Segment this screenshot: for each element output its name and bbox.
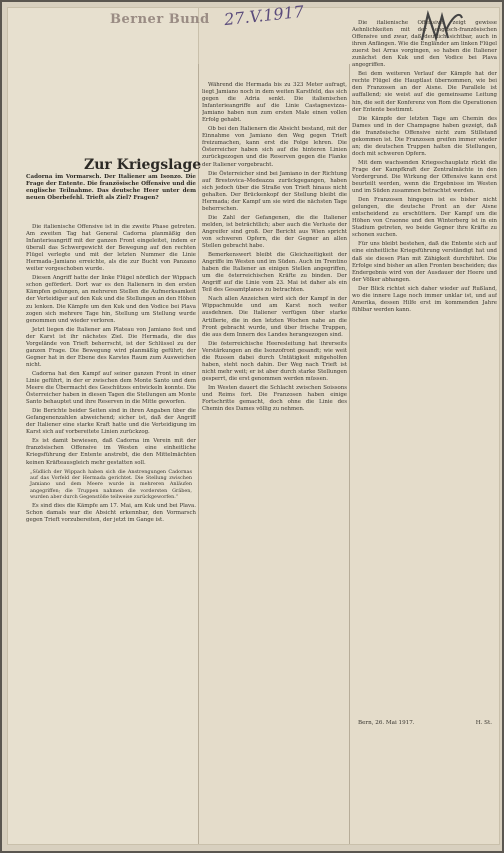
article-headline: Zur Kriegslage: [84, 157, 202, 173]
article-column-2: [202, 82, 347, 844]
paragraph: Während die Hermada bis zu 323 Meter aufragt, liegt Jamiano noch in dem weiten Karstfeld, das sich gegen die Adria senkt. Die italienischen Infanterieangriffe auf die Linie Castagnevizza–Jamiano haben nun zum ersten Male einen vollen Erfolg gehabt.: [202, 82, 347, 124]
paragraph: Für uns bleibt bestehen, daß die Entente sich auf eine einheitliche Kriegsführung verständigt hat und daß sie diesen Plan mit Zähigkeit durchführt. Die Erfolge sind bisher an allen Fronten bescheiden; das Endergebnis wird von der Ausdauer der Heere und der Völker abhangen.: [352, 241, 497, 283]
paragraph: Nach allen Anzeichen wird sich der Kampf in der Wippachmulde und am Karst noch weiter ausdehnen. Die Italiener verfügen über starke Artillerie, die in den letzten Wochen nahe an die Front gebracht wurde, und über frische Truppen, die aus dem Innern des Landes herangezogen sind.: [202, 296, 347, 338]
clipping-sheet: [2, 2, 502, 851]
paragraph: Bei dem weiteren Verlauf der Kämpfe hat der rechte Flügel die Hauptlast übernommen, wie bei den Franzosen an der Aisne. Die Parallele ist auffallend; sie weist auf die gemeinsame Leitung hin, die seit der Konferenz von Rom die Operationen der Entente bestimmt.: [352, 71, 497, 113]
paragraph: Im Westen dauert die Schlacht zwischen Soissons und Reims fort. Die Franzosen haben einige Fortschritte gemacht, doch ohne die Linie des Chemin des Dames völlig zu nehmen.: [202, 384, 347, 413]
paragraph: Bemerkenswert bleibt die Gleichzeitigkeit der Angriffe im Westen und im Süden. Auch im Trentino haben die Italiener an einigen Stellen angegriffen, um die österreichischen Kräfte zu binden. Der Angriff auf die Linie vom 23. Mai ist daher als ein Teil des Gesamtplanes zu betrachten.: [202, 252, 347, 294]
article-lead: Cadorna im Vormarsch. Der Italiener am Isonzo. Die Frage der Entente. Die französische Offensive und die englische Teilnahme. Das deutsche Heer unter dem neuen Oberbefehl. Trieft als Ziel? Fragen?: [26, 174, 196, 201]
column-divider: [198, 64, 199, 844]
paragraph: Diesen Angriff hatte der linke Flügel nördlich der Wippach schon gefördert. Dort war es den Italienern in den ersten Kämpfen gelungen, an mehreren Stellen die Aufmerksamkeit der Verteidiger auf den Kuk und die Stellungen an den Höhen zu lenken. Die Kämpfe um den Kuk und den Vodice bei Plava zogen sich mehrere Tage hin, Stellung um Stellung wurde genommen und wieder verloren.: [26, 275, 196, 324]
paragraph: Die österreichische Heeresleitung hat ihrerseits Verstärkungen an die Isonzofront gesandt; wie weit die Russen dabei durch Untätigkeit mitgeholfen haben, steht noch dahin. Der Weg nach Trieft ist nicht mehr weit; er ist aber durch starke Stellungen gesperrt, die erst genommen werden müssen.: [202, 340, 347, 382]
paragraph: Der Blick richtet sich daher wieder auf Rußland, wo die innere Lage noch immer unklar ist, und auf Amerika, dessen Hilfe erst im kommenden Jahre fühlbar werden kann.: [352, 285, 497, 313]
article-column-1: [26, 224, 196, 846]
paragraph: Den Franzosen hingegen ist es bisher nicht gelungen, die deutsche Front an der Aisne entscheidend zu erschüttern. Der Kampf um die Höhen von Craonne und den Winterberg ist in ein Stadium getreten, wo beide Gegner ihre Kräfte zu schonen suchen.: [352, 197, 497, 239]
paragraph: Es sind dies die Kämpfe am 17. Mai, am Kuk und bei Plava. Schon damals war die Absicht erkennbar, den Vormarsch gegen Trieft vorzubereiten, der jetzt im Gange ist.: [26, 502, 196, 523]
newspaper-name-stamp: Berner Bund: [110, 12, 210, 27]
article-column-3: [352, 20, 497, 720]
dateline: Bern, 26. Mai 1917.: [358, 720, 415, 726]
quoted-report: „Südlich der Wippach haben sich die Anstrengungen Cadornas auf das Vorfeld der Hermada gerichtet. Die Stellung zwischen Jamiano und dem Meere wurde in mehreren Anläufen angegriffen; die Truppen nahmen die vordersten Gräben, wurden aber durch Gegenstöße teilweise zurückgeworfen.“: [30, 468, 192, 501]
column-divider: [349, 64, 350, 844]
paragraph: Die Zahl der Gefangenen, die die Italiener melden, ist beträchtlich; aber auch die Verluste der Angreifer sind groß. Der Bericht aus Wien spricht von schweren Opfern, die der Gegner an allen Stellen gebracht habe.: [202, 214, 347, 250]
paragraph: Es ist damit bewiesen, daß Cadorna im Verein mit der französischen Offensive im Westen eine einheitliche Kriegsführung der Entente anstrebt, die den Mittelmächten keinen Kräfteausgleich mehr gestatten soll.: [26, 438, 196, 466]
paragraph: Die italienische Offensive ist in die zweite Phase getreten. Am zweiten Tag hat General Cadorna planmäßig den Infanterieangriff mit der ganzen Front eingeleitet, indem er überall das Schwergewicht der Bewegung auf den rechten Flügel verlegte und mit der letzten Nummer die Linie Hermada–Jamiano erreichte, als die zur Bucht von Panzano weiter vorgeschoben wurde.: [26, 224, 196, 273]
paragraph: Jetzt liegen die Italiener am Plateau von Jamiano fest und der Karst ist ihr nächstes Ziel. Die Hermada, die das Vorgelände von Trieft beherrscht, ist der Schlüssel zu der ganzen Frage. Die Bewegung wird planmäßig geführt; der Gegner hat in der Ebene des Karstes Raum zum Ausweichen nicht.: [26, 326, 196, 368]
paragraph: Die italienische Offensive zeigt gewisse Aehnlichkeiten mit der englisch-französischen Offensive und zwar, daß deutlich sichtbar, auch in ihren Anfängen. Wie die Engländer am linken Flügel zuerst bei Arras vorgingen, so haben die Italiener zunächst den Kuk und den Vodice bei Plava angegriffen.: [352, 20, 497, 69]
paragraph: Cadorna hat den Kampf auf seiner ganzen Front in einer Linie geführt, in der er zwischen dem Monte Santo und dem Meere die Übermacht des Geschützes entwickeln konnte. Die Österreicher haben in diesen Tagen die Stellungen am Monte Santo behauptet und ihre Reserven in die Mitte geworfen.: [26, 370, 196, 406]
paragraph: Ob bei den Italienern die Absicht bestand, mit der Einnahme von Jamiano den Weg gegen Trieft freizumachen, kann erst die Folge lehren. Die Österreicher haben sich auf die hinteren Linien zurückgezogen und die Reserven gegen die Flanke der Italiener vorgebracht.: [202, 126, 347, 168]
handwritten-date: 27.V.1917: [223, 1, 305, 30]
article-signoff: [358, 720, 496, 726]
author-initials: H. St.: [475, 720, 492, 726]
paragraph: Die Österreicher sind bei Jamiano in der Richtung auf Brestovica–Medeazza zurückgegangen, haben sich jedoch über die Straße von Trieft hinaus nicht gehalten. Der Brückenkopf der Stellung bleibt die Hermada; der Kampf um sie wird die nächsten Tage beherrschen.: [202, 170, 347, 212]
paragraph: Die Kämpfe der letzten Tage am Chemin des Dames und in der Champagne haben gezeigt, daß die französische Offensive nicht zum Stillstand gekommen ist. Die Franzosen greifen immer wieder an; die deutschen Truppen halten die Stellungen, doch mit schweren Opfern.: [352, 115, 497, 157]
paragraph: Mit dem wachsenden Kriegsschauplatz rückt die Frage der Kampfkraft der Zentralmächte in den Vordergrund. Die Wirkung der Offensive kann erst beurteilt werden, wenn die Ergebnisse im Westen und im Süden zusammen betrachtet werden.: [352, 159, 497, 195]
paragraph: Die Berichte beider Seiten sind in ihren Angaben über die Gefangenenzahlen abweichend; sicher ist, daß der Angriff der Italiener eine starke Kraft hatte und die Verteidigung im Karst sich auf vorbereitete Linien zurückzog.: [26, 408, 196, 436]
